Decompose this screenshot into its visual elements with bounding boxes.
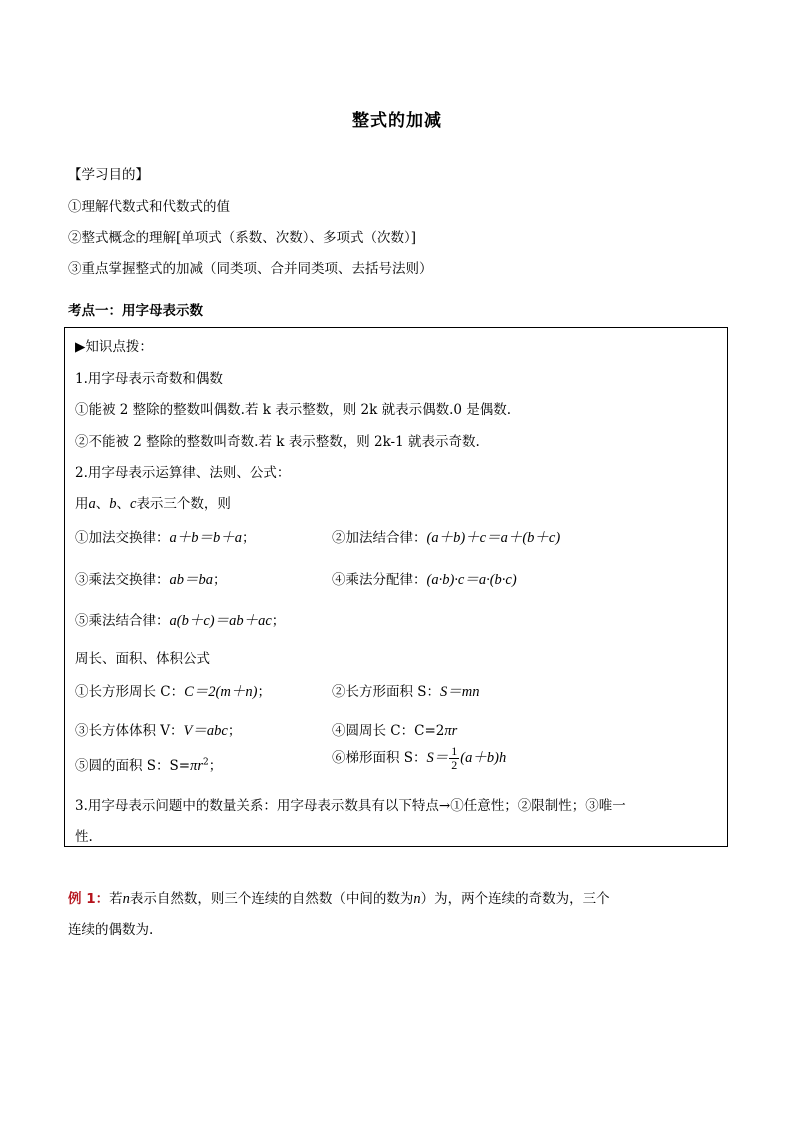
section-heading: 考点一：用字母表示数: [68, 303, 203, 319]
knowledge-s1-item1: ①能被 2 整除的整数叫偶数.若 k 表示整数，则 2k 就表示偶数.0 是偶数.: [75, 402, 512, 418]
knowledge-s3-line2: 性.: [75, 829, 93, 845]
law-mul-commutative: ③乘法交换律：ab＝ba；: [75, 572, 227, 588]
formula-trapezoid-area: ⑥梯形面积 S：S＝ $\frac{1}{2}$ (a＋b)h: [332, 744, 507, 772]
formula-rect-perimeter: ①长方形周长 C：C＝2(m＋n)；: [75, 684, 271, 700]
law-add-associative: ②加法结合律：(a＋b)＋c＝a＋(b＋c): [332, 530, 561, 546]
formulas-title: 周长、面积、体积公式: [75, 651, 210, 667]
knowledge-s2-title: 2.用字母表示运算律、法则、公式：: [75, 465, 291, 481]
formula-circle-area: ⑤圆的面积 S：$S=\pi r^2$；: [75, 757, 223, 774]
objective-item-2: ②整式概念的理解[单项式（系数、次数）、多项式（次数）]: [68, 230, 417, 246]
law-add-commutative: ①加法交换律：a＋b＝b＋a；: [75, 530, 256, 546]
knowledge-s3-line1: 3.用字母表示问题中的数量关系：用字母表示数具有以下特点→①任意性；②限制性；③唯一: [75, 798, 626, 814]
knowledge-s1-title: 1.用字母表示奇数和偶数: [75, 371, 223, 387]
knowledge-header: ▶知识点拨：: [75, 339, 153, 355]
law-mul-distributive: ④乘法分配律：(a·b)·c＝a·(b·c): [332, 572, 517, 588]
objective-item-3: ③重点掌握整式的加减（同类项、合并同类项、去括号法则）: [68, 261, 433, 277]
formula-circle-perimeter: ④圆周长 C：C=2πr: [332, 723, 458, 739]
page-title: 整式的加减: [352, 111, 442, 131]
formula-cuboid-volume: ③长方体体积 V：V＝abc；: [75, 723, 242, 739]
law-mul-associative: ⑤乘法结合律：a(b＋c)＝ab＋ac；: [75, 613, 286, 629]
knowledge-s1-item2: ②不能被 2 整除的整数叫奇数.若 k 表示整数，则 2k-1 就表示奇数.: [75, 434, 480, 450]
example-1-line1: 例 1：若n表示自然数，则三个连续的自然数（中间的数为n）为，两个连续的奇数为，三个: [68, 891, 610, 907]
example-1-line2: 连续的偶数为.: [68, 922, 154, 938]
knowledge-box: [64, 327, 728, 847]
example-label: 例 1：: [68, 891, 110, 907]
objectives-header: 【学习目的】: [68, 167, 149, 183]
formula-rect-area: ②长方形面积 S：S＝mn: [332, 684, 480, 700]
fraction: $\frac{1}{2}$: [451, 744, 458, 772]
knowledge-s2-intro: 用a、b、c表示三个数，则: [75, 496, 231, 512]
objective-item-1: ①理解代数式和代数式的值: [68, 199, 230, 215]
